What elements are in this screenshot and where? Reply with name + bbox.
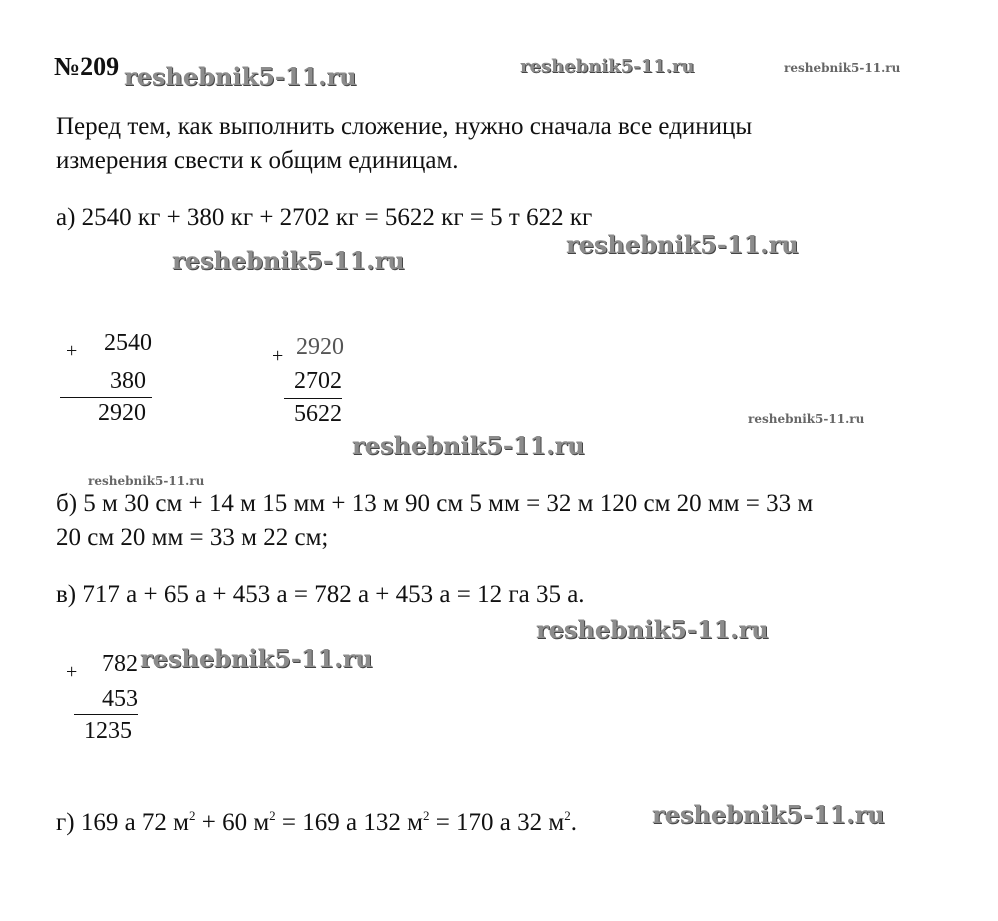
part-g-term-5: . — [570, 809, 577, 836]
part-v-equation: в) 717 а + 65 а + 453 а = 782 а + 453 а = 12 га 35 а. — [56, 581, 585, 608]
plus-sign: + — [272, 345, 284, 367]
intro-line-1: Перед тем, как выполнить сложение, нужно сначала все единицы — [56, 113, 753, 140]
part-g-term-3: = 169 а 132 м — [275, 809, 423, 836]
exponent: 2 — [422, 808, 430, 823]
plus-sign: + — [66, 661, 78, 683]
watermark: reshebnik5-11.ru — [88, 474, 205, 488]
column-3-rule — [74, 714, 138, 715]
column-2-result: 5622 — [294, 401, 342, 427]
part-g-term-1: г) 169 а 72 м — [56, 809, 189, 836]
column-1-second: 380 — [110, 368, 146, 394]
watermark: reshebnik5-11.ru — [520, 56, 695, 77]
watermark: reshebnik5-11.ru — [784, 61, 901, 75]
column-3-second: 453 — [102, 686, 138, 712]
exponent: 2 — [564, 808, 571, 823]
column-2-top: 2920 — [296, 334, 344, 360]
column-2-second: 2702 — [294, 368, 342, 394]
intro-line-2: измерения свести к общим единицам. — [56, 147, 459, 174]
column-2-rule — [284, 398, 342, 399]
column-3-result: 1235 — [84, 718, 132, 744]
part-g-term-4: = 170 а 32 м — [429, 809, 565, 836]
column-3-top: 782 — [102, 651, 138, 677]
watermark: reshebnik5-11.ru — [536, 615, 769, 644]
watermark: reshebnik5-11.ru — [140, 644, 373, 673]
part-g-term-2: + 60 м — [195, 809, 270, 836]
exponent: 2 — [269, 808, 276, 823]
part-b-line-1: б) 5 м 30 см + 14 м 15 мм + 13 м 90 см 5 мм = 32 м 120 см 20 мм = 33 м — [56, 490, 814, 517]
part-g-equation — [56, 806, 577, 840]
column-1-top: 2540 — [104, 330, 152, 356]
watermark: reshebnik5-11.ru — [352, 431, 585, 460]
watermark: reshebnik5-11.ru — [748, 412, 865, 426]
part-a-equation: а) 2540 кг + 380 кг + 2702 кг = 5622 кг = 5 т 622 кг — [56, 204, 593, 231]
watermark: reshebnik5-11.ru — [566, 230, 799, 259]
plus-sign: + — [66, 340, 78, 362]
part-b-line-2: 20 см 20 мм = 33 м 22 см; — [56, 524, 329, 551]
exponent: 2 — [189, 808, 196, 823]
column-1-result: 2920 — [98, 400, 146, 426]
watermark: reshebnik5-11.ru — [124, 62, 357, 91]
watermark: reshebnik5-11.ru — [172, 246, 405, 275]
problem-number: №209 — [54, 52, 120, 81]
watermark: reshebnik5-11.ru — [652, 800, 885, 829]
column-1-rule — [60, 397, 152, 398]
